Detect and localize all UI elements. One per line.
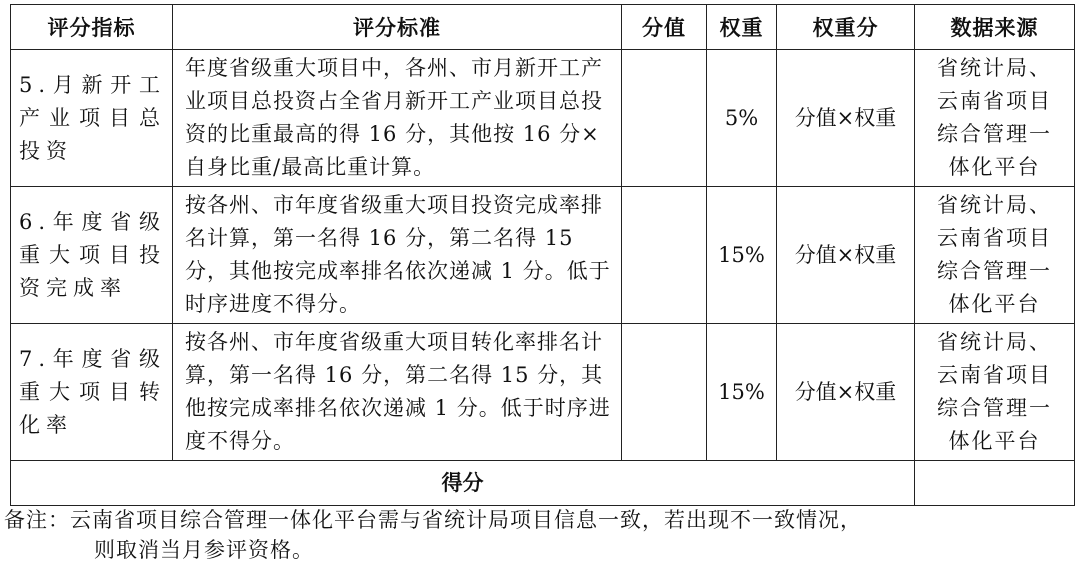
weight-cell: 15% [707,324,777,461]
source-line: 云南省项目 [937,363,1052,387]
total-row [11,461,1075,506]
header-score: 分值 [622,5,707,50]
weighted-cell: 分值×权重 [777,324,915,461]
score-cell [622,187,707,324]
weight-cell: 15% [707,187,777,324]
header-weight: 权重 [707,5,777,50]
indicator-cell: 7.年度省级重大项目转化率 [11,324,173,461]
source-line: 体化平台 [948,155,1041,179]
source-line: 综合管理一 [937,259,1052,283]
indicator-cell: 5.月新开工产业项目总投资 [11,50,173,187]
source-line: 体化平台 [948,429,1041,453]
total-value-cell [915,461,1075,506]
header-row [11,5,1075,50]
weighted-cell: 分值×权重 [777,50,915,187]
source-line: 省统计局、 [937,56,1052,80]
total-label: 得分 [11,461,915,506]
header-indicator: 评分指标 [11,5,173,50]
score-cell [622,50,707,187]
criteria-cell: 年度省级重大项目中，各州、市月新开工产业项目总投资占全省月新开工产业项目总投资的比重最高的得 16 分，其他按 16 分×自身比重/最高比重计算。 [173,50,622,187]
score-cell [622,324,707,461]
scoring-table [10,4,1075,506]
table-row [11,324,1075,461]
criteria-cell: 按各州、市年度省级重大项目投资完成率排名计算，第一名得 16 分，第二名得 15 分，其他按完成率排名依次递减 1 分。低于时序进度不得分。 [173,187,622,324]
footnote-line-1: 备注：云南省项目综合管理一体化平台需与省统计局项目信息一致，若出现不一致情况， [4,508,862,532]
table-row [11,187,1075,324]
source-line: 省统计局、 [937,193,1052,217]
source-cell [915,187,1075,324]
table-row [11,50,1075,187]
source-line: 云南省项目 [937,226,1052,250]
header-criteria: 评分标准 [173,5,622,50]
source-cell [915,50,1075,187]
header-source: 数据来源 [915,5,1075,50]
footnote [4,505,1076,565]
criteria-cell: 按各州、市年度省级重大项目转化率排名计算，第一名得 16 分，第二名得 15 分，其他按完成率排名依次递减 1 分。低于时序进度不得分。 [173,324,622,461]
source-cell [915,324,1075,461]
source-line: 综合管理一 [937,396,1052,420]
source-line: 省统计局、 [937,330,1052,354]
indicator-cell: 6.年度省级重大项目投资完成率 [11,187,173,324]
footnote-line-2: 则取消当月参评资格。 [94,538,314,562]
header-weighted: 权重分 [777,5,915,50]
source-line: 云南省项目 [937,89,1052,113]
source-line: 综合管理一 [937,122,1052,146]
weight-cell: 5% [707,50,777,187]
weighted-cell: 分值×权重 [777,187,915,324]
source-line: 体化平台 [948,292,1041,316]
